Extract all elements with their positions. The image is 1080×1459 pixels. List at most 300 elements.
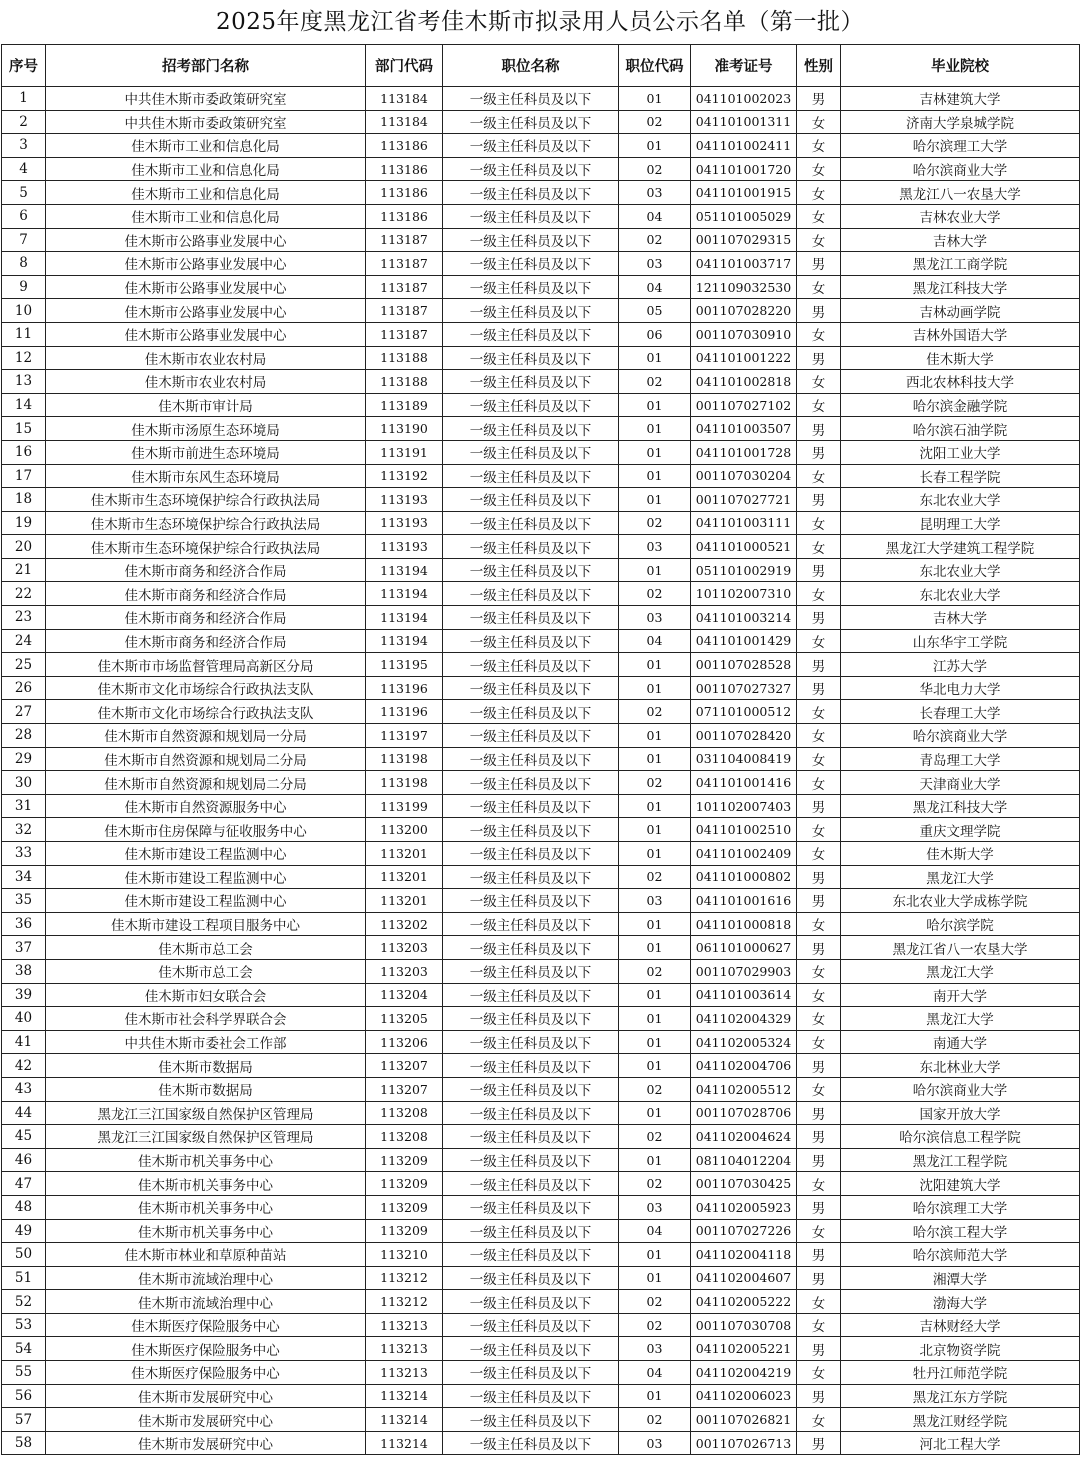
cell-dept-code: 113204 [366, 983, 443, 1007]
cell-school: 哈尔滨理工大学 [841, 134, 1080, 158]
table-row [2, 724, 1080, 748]
cell-position: 一级主任科员及以下 [443, 629, 619, 653]
cell-index: 40 [2, 1007, 46, 1031]
cell-department: 佳木斯市商务和经济合作局 [46, 606, 366, 630]
cell-exam-id: 001107028706 [691, 1101, 797, 1125]
cell-school: 长春工程学院 [841, 464, 1080, 488]
cell-school: 渤海大学 [841, 1290, 1080, 1314]
cell-department: 佳木斯市公路事业发展中心 [46, 228, 366, 252]
cell-school: 青岛理工大学 [841, 747, 1080, 771]
cell-gender: 女 [797, 393, 841, 417]
cell-department: 佳木斯市住房保障与征收服务中心 [46, 818, 366, 842]
cell-index: 15 [2, 417, 46, 441]
cell-school: 黑龙江大学 [841, 959, 1080, 983]
cell-index: 9 [2, 275, 46, 299]
page-title: 2025年度黑龙江省考佳木斯市拟录用人员公示名单（第一批） [215, 9, 865, 35]
table-row [2, 1243, 1080, 1267]
cell-position-code: 01 [619, 747, 691, 771]
cell-index: 30 [2, 771, 46, 795]
cell-school: 牡丹江师范学院 [841, 1361, 1080, 1385]
cell-school: 哈尔滨商业大学 [841, 724, 1080, 748]
cell-position-code: 01 [619, 134, 691, 158]
cell-index: 26 [2, 676, 46, 700]
cell-index: 37 [2, 936, 46, 960]
cell-position: 一级主任科员及以下 [443, 983, 619, 1007]
cell-position-code: 01 [619, 558, 691, 582]
cell-position: 一级主任科员及以下 [443, 488, 619, 512]
cell-school: 黑龙江工程学院 [841, 1148, 1080, 1172]
cell-dept-code: 113212 [366, 1266, 443, 1290]
cell-department: 佳木斯市公路事业发展中心 [46, 252, 366, 276]
cell-position: 一级主任科员及以下 [443, 464, 619, 488]
cell-index: 48 [2, 1195, 46, 1219]
cell-dept-code: 113206 [366, 1030, 443, 1054]
cell-position-code: 02 [619, 1125, 691, 1149]
cell-position: 一级主任科员及以下 [443, 417, 619, 441]
table-row [2, 1030, 1080, 1054]
cell-gender: 女 [797, 464, 841, 488]
col-header-index: 序号 [2, 45, 46, 87]
table-row [2, 275, 1080, 299]
table-row [2, 299, 1080, 323]
cell-index: 36 [2, 912, 46, 936]
cell-department: 佳木斯市商务和经济合作局 [46, 582, 366, 606]
table-row [2, 511, 1080, 535]
cell-gender: 女 [797, 983, 841, 1007]
table-row [2, 1431, 1080, 1455]
cell-dept-code: 113210 [366, 1243, 443, 1267]
cell-dept-code: 113201 [366, 842, 443, 866]
cell-department: 佳木斯市生态环境保护综合行政执法局 [46, 535, 366, 559]
cell-school: 东北农业大学 [841, 488, 1080, 512]
cell-position-code: 01 [619, 464, 691, 488]
cell-index: 35 [2, 889, 46, 913]
cell-position-code: 01 [619, 488, 691, 512]
cell-dept-code: 113203 [366, 936, 443, 960]
cell-department: 佳木斯市建设工程监测中心 [46, 865, 366, 889]
cell-department: 佳木斯医疗保险服务中心 [46, 1337, 366, 1361]
cell-position-code: 01 [619, 1030, 691, 1054]
cell-exam-id: 071101000512 [691, 700, 797, 724]
cell-department: 佳木斯市机关事务中心 [46, 1172, 366, 1196]
cell-index: 7 [2, 228, 46, 252]
cell-gender: 女 [797, 157, 841, 181]
cell-dept-code: 113209 [366, 1148, 443, 1172]
cell-position: 一级主任科员及以下 [443, 1172, 619, 1196]
cell-position-code: 01 [619, 653, 691, 677]
cell-position-code: 02 [619, 1290, 691, 1314]
cell-department: 佳木斯市总工会 [46, 959, 366, 983]
table-row [2, 134, 1080, 158]
cell-gender: 男 [797, 252, 841, 276]
cell-exam-id: 001107030910 [691, 322, 797, 346]
cell-index: 58 [2, 1431, 46, 1455]
cell-dept-code: 113198 [366, 771, 443, 795]
cell-school: 黑龙江大学建筑工程学院 [841, 535, 1080, 559]
cell-department: 佳木斯市工业和信息化局 [46, 181, 366, 205]
cell-gender: 男 [797, 1125, 841, 1149]
cell-position-code: 02 [619, 157, 691, 181]
cell-position: 一级主任科员及以下 [443, 1337, 619, 1361]
cell-gender: 女 [797, 724, 841, 748]
cell-position-code: 01 [619, 346, 691, 370]
cell-school: 国家开放大学 [841, 1101, 1080, 1125]
cell-index: 1 [2, 87, 46, 111]
table-row [2, 1101, 1080, 1125]
cell-position-code: 02 [619, 865, 691, 889]
cell-school: 佳木斯大学 [841, 346, 1080, 370]
cell-position-code: 03 [619, 606, 691, 630]
cell-school: 华北电力大学 [841, 676, 1080, 700]
cell-school: 西北农林科技大学 [841, 370, 1080, 394]
cell-exam-id: 041101003614 [691, 983, 797, 1007]
cell-position: 一级主任科员及以下 [443, 228, 619, 252]
cell-position: 一级主任科员及以下 [443, 1030, 619, 1054]
cell-department: 佳木斯市东风生态环境局 [46, 464, 366, 488]
cell-school: 吉林财经大学 [841, 1313, 1080, 1337]
cell-position-code: 03 [619, 535, 691, 559]
cell-position: 一级主任科员及以下 [443, 558, 619, 582]
cell-department: 黑龙江三江国家级自然保护区管理局 [46, 1125, 366, 1149]
table-row [2, 653, 1080, 677]
cell-gender: 男 [797, 936, 841, 960]
cell-position-code: 01 [619, 1148, 691, 1172]
cell-dept-code: 113205 [366, 1007, 443, 1031]
cell-exam-id: 041102005221 [691, 1337, 797, 1361]
cell-exam-id: 041101001311 [691, 110, 797, 134]
cell-dept-code: 113187 [366, 322, 443, 346]
cell-dept-code: 113209 [366, 1195, 443, 1219]
table-row [2, 204, 1080, 228]
cell-school: 天津商业大学 [841, 771, 1080, 795]
table-row [2, 865, 1080, 889]
cell-index: 57 [2, 1408, 46, 1432]
cell-index: 21 [2, 558, 46, 582]
cell-index: 20 [2, 535, 46, 559]
cell-exam-id: 041102005324 [691, 1030, 797, 1054]
cell-school: 吉林大学 [841, 606, 1080, 630]
cell-dept-code: 113184 [366, 87, 443, 111]
cell-school: 东北林业大学 [841, 1054, 1080, 1078]
table-row [2, 1054, 1080, 1078]
cell-position-code: 01 [619, 842, 691, 866]
cell-exam-id: 001107030425 [691, 1172, 797, 1196]
cell-dept-code: 113190 [366, 417, 443, 441]
cell-gender: 女 [797, 228, 841, 252]
cell-position-code: 01 [619, 417, 691, 441]
cell-exam-id: 041101003111 [691, 511, 797, 535]
cell-exam-id: 041101000521 [691, 535, 797, 559]
cell-gender: 女 [797, 1219, 841, 1243]
table-row [2, 1077, 1080, 1101]
cell-exam-id: 001107028528 [691, 653, 797, 677]
cell-department: 佳木斯市林业和草原种苗站 [46, 1243, 366, 1267]
cell-position: 一级主任科员及以下 [443, 134, 619, 158]
cell-school: 吉林建筑大学 [841, 87, 1080, 111]
cell-position-code: 02 [619, 1077, 691, 1101]
cell-index: 46 [2, 1148, 46, 1172]
col-header-dept-code: 部门代码 [366, 45, 443, 87]
cell-exam-id: 041101001728 [691, 440, 797, 464]
cell-exam-id: 041101001429 [691, 629, 797, 653]
cell-position: 一级主任科员及以下 [443, 275, 619, 299]
table-row [2, 1172, 1080, 1196]
table-row [2, 700, 1080, 724]
cell-dept-code: 113209 [366, 1172, 443, 1196]
cell-position-code: 01 [619, 1384, 691, 1408]
cell-department: 佳木斯市数据局 [46, 1077, 366, 1101]
cell-school: 河北工程大学 [841, 1431, 1080, 1455]
table-row [2, 1384, 1080, 1408]
cell-school: 吉林大学 [841, 228, 1080, 252]
cell-gender: 男 [797, 1431, 841, 1455]
cell-gender: 女 [797, 842, 841, 866]
cell-position-code: 02 [619, 370, 691, 394]
cell-exam-id: 101102007403 [691, 794, 797, 818]
cell-gender: 男 [797, 1101, 841, 1125]
cell-gender: 女 [797, 535, 841, 559]
candidate-table [1, 44, 1080, 1455]
cell-school: 哈尔滨师范大学 [841, 1243, 1080, 1267]
cell-dept-code: 113203 [366, 959, 443, 983]
table-row [2, 794, 1080, 818]
cell-department: 佳木斯市文化市场综合行政执法支队 [46, 676, 366, 700]
cell-department: 黑龙江三江国家级自然保护区管理局 [46, 1101, 366, 1125]
cell-dept-code: 113201 [366, 889, 443, 913]
cell-position: 一级主任科员及以下 [443, 204, 619, 228]
cell-school: 沈阳建筑大学 [841, 1172, 1080, 1196]
cell-exam-id: 041101001222 [691, 346, 797, 370]
cell-department: 佳木斯市公路事业发展中心 [46, 322, 366, 346]
cell-position-code: 01 [619, 1101, 691, 1125]
cell-department: 佳木斯市总工会 [46, 936, 366, 960]
cell-exam-id: 041101002409 [691, 842, 797, 866]
cell-index: 16 [2, 440, 46, 464]
cell-index: 6 [2, 204, 46, 228]
cell-department: 佳木斯市自然资源服务中心 [46, 794, 366, 818]
cell-gender: 女 [797, 582, 841, 606]
cell-exam-id: 001107028420 [691, 724, 797, 748]
cell-gender: 男 [797, 889, 841, 913]
cell-dept-code: 113186 [366, 157, 443, 181]
cell-index: 39 [2, 983, 46, 1007]
cell-school: 哈尔滨学院 [841, 912, 1080, 936]
cell-position-code: 01 [619, 1243, 691, 1267]
cell-position-code: 03 [619, 252, 691, 276]
cell-position: 一级主任科员及以下 [443, 747, 619, 771]
cell-exam-id: 041101001720 [691, 157, 797, 181]
table-row [2, 535, 1080, 559]
table-row [2, 228, 1080, 252]
cell-position-code: 01 [619, 912, 691, 936]
cell-department: 佳木斯医疗保险服务中心 [46, 1313, 366, 1337]
cell-dept-code: 113194 [366, 582, 443, 606]
cell-school: 黑龙江东方学院 [841, 1384, 1080, 1408]
cell-department: 佳木斯市商务和经济合作局 [46, 629, 366, 653]
cell-position-code: 04 [619, 629, 691, 653]
table-row [2, 842, 1080, 866]
cell-gender: 女 [797, 1007, 841, 1031]
cell-dept-code: 113193 [366, 535, 443, 559]
cell-gender: 男 [797, 440, 841, 464]
cell-department: 佳木斯市公路事业发展中心 [46, 299, 366, 323]
cell-index: 49 [2, 1219, 46, 1243]
table-row [2, 157, 1080, 181]
cell-position: 一级主任科员及以下 [443, 818, 619, 842]
cell-index: 27 [2, 700, 46, 724]
table-row [2, 110, 1080, 134]
cell-department: 中共佳木斯市委社会工作部 [46, 1030, 366, 1054]
cell-department: 佳木斯市生态环境保护综合行政执法局 [46, 488, 366, 512]
cell-position: 一级主任科员及以下 [443, 865, 619, 889]
cell-position: 一级主任科员及以下 [443, 582, 619, 606]
cell-exam-id: 041101000818 [691, 912, 797, 936]
cell-exam-id: 031104008419 [691, 747, 797, 771]
cell-index: 25 [2, 653, 46, 677]
cell-position-code: 02 [619, 228, 691, 252]
cell-department: 佳木斯市社会科学界联合会 [46, 1007, 366, 1031]
cell-school: 南开大学 [841, 983, 1080, 1007]
cell-gender: 女 [797, 818, 841, 842]
cell-dept-code: 113208 [366, 1101, 443, 1125]
cell-exam-id: 051101002919 [691, 558, 797, 582]
cell-department: 中共佳木斯市委政策研究室 [46, 87, 366, 111]
cell-position: 一级主任科员及以下 [443, 346, 619, 370]
cell-position-code: 03 [619, 1195, 691, 1219]
cell-position: 一级主任科员及以下 [443, 1101, 619, 1125]
table-row [2, 1125, 1080, 1149]
cell-department: 佳木斯市建设工程项目服务中心 [46, 912, 366, 936]
cell-exam-id: 001107026713 [691, 1431, 797, 1455]
cell-position-code: 04 [619, 1219, 691, 1243]
table-row [2, 889, 1080, 913]
cell-exam-id: 051101005029 [691, 204, 797, 228]
cell-department: 佳木斯市前进生态环境局 [46, 440, 366, 464]
cell-position-code: 02 [619, 771, 691, 795]
cell-dept-code: 113214 [366, 1431, 443, 1455]
cell-gender: 男 [797, 1266, 841, 1290]
cell-department: 佳木斯市工业和信息化局 [46, 134, 366, 158]
cell-index: 14 [2, 393, 46, 417]
cell-gender: 女 [797, 1077, 841, 1101]
cell-gender: 女 [797, 370, 841, 394]
cell-dept-code: 113187 [366, 228, 443, 252]
cell-index: 29 [2, 747, 46, 771]
cell-dept-code: 113187 [366, 299, 443, 323]
cell-school: 哈尔滨信息工程学院 [841, 1125, 1080, 1149]
cell-position: 一级主任科员及以下 [443, 1361, 619, 1385]
cell-position-code: 01 [619, 818, 691, 842]
cell-gender: 女 [797, 1361, 841, 1385]
cell-position: 一级主任科员及以下 [443, 252, 619, 276]
table-row [2, 1408, 1080, 1432]
col-header-position: 职位名称 [443, 45, 619, 87]
cell-gender: 女 [797, 1172, 841, 1196]
cell-exam-id: 001107027721 [691, 488, 797, 512]
cell-position: 一级主任科员及以下 [443, 1007, 619, 1031]
col-header-department: 招考部门名称 [46, 45, 366, 87]
cell-position-code: 02 [619, 1313, 691, 1337]
cell-dept-code: 113212 [366, 1290, 443, 1314]
cell-gender: 男 [797, 865, 841, 889]
cell-school: 黑龙江财经学院 [841, 1408, 1080, 1432]
cell-position-code: 03 [619, 1337, 691, 1361]
cell-exam-id: 041102005512 [691, 1077, 797, 1101]
table-row [2, 1007, 1080, 1031]
table-row [2, 417, 1080, 441]
cell-department: 佳木斯市发展研究中心 [46, 1408, 366, 1432]
cell-school: 哈尔滨理工大学 [841, 1195, 1080, 1219]
cell-exam-id: 041101003214 [691, 606, 797, 630]
cell-position-code: 01 [619, 676, 691, 700]
cell-gender: 男 [797, 1243, 841, 1267]
cell-department: 佳木斯市商务和经济合作局 [46, 558, 366, 582]
cell-position: 一级主任科员及以下 [443, 1266, 619, 1290]
cell-index: 45 [2, 1125, 46, 1149]
cell-department: 佳木斯市农业农村局 [46, 346, 366, 370]
table-row [2, 912, 1080, 936]
cell-exam-id: 001107029315 [691, 228, 797, 252]
cell-position-code: 01 [619, 440, 691, 464]
cell-gender: 女 [797, 629, 841, 653]
table-row [2, 676, 1080, 700]
cell-dept-code: 113187 [366, 252, 443, 276]
cell-position: 一级主任科员及以下 [443, 1077, 619, 1101]
table-row [2, 936, 1080, 960]
table-row [2, 393, 1080, 417]
cell-school: 东北农业大学成栋学院 [841, 889, 1080, 913]
cell-position-code: 06 [619, 322, 691, 346]
cell-department: 佳木斯市汤原生态环境局 [46, 417, 366, 441]
cell-index: 4 [2, 157, 46, 181]
cell-gender: 男 [797, 87, 841, 111]
cell-department: 佳木斯市自然资源和规划局一分局 [46, 724, 366, 748]
cell-school: 哈尔滨石油学院 [841, 417, 1080, 441]
cell-position: 一级主任科员及以下 [443, 87, 619, 111]
table-row [2, 959, 1080, 983]
cell-school: 山东华宇工学院 [841, 629, 1080, 653]
cell-position-code: 02 [619, 110, 691, 134]
cell-position: 一级主任科员及以下 [443, 110, 619, 134]
table-row [2, 1361, 1080, 1385]
cell-position-code: 02 [619, 511, 691, 535]
cell-position-code: 02 [619, 1172, 691, 1196]
cell-department: 佳木斯市自然资源和规划局二分局 [46, 771, 366, 795]
cell-dept-code: 113214 [366, 1384, 443, 1408]
header-row [2, 45, 1080, 87]
cell-position: 一级主任科员及以下 [443, 393, 619, 417]
table-row [2, 747, 1080, 771]
cell-position: 一级主任科员及以下 [443, 299, 619, 323]
cell-index: 41 [2, 1030, 46, 1054]
cell-exam-id: 041101002023 [691, 87, 797, 111]
cell-dept-code: 113194 [366, 629, 443, 653]
col-header-position-code: 职位代码 [619, 45, 691, 87]
cell-gender: 男 [797, 1384, 841, 1408]
cell-gender: 女 [797, 700, 841, 724]
cell-department: 佳木斯市生态环境保护综合行政执法局 [46, 511, 366, 535]
cell-gender: 男 [797, 676, 841, 700]
cell-index: 32 [2, 818, 46, 842]
cell-dept-code: 113200 [366, 818, 443, 842]
cell-department: 佳木斯市建设工程监测中心 [46, 889, 366, 913]
col-header-gender: 性别 [797, 45, 841, 87]
cell-school: 沈阳工业大学 [841, 440, 1080, 464]
cell-exam-id: 001107027327 [691, 676, 797, 700]
cell-gender: 男 [797, 1337, 841, 1361]
cell-index: 54 [2, 1337, 46, 1361]
cell-position-code: 01 [619, 1007, 691, 1031]
